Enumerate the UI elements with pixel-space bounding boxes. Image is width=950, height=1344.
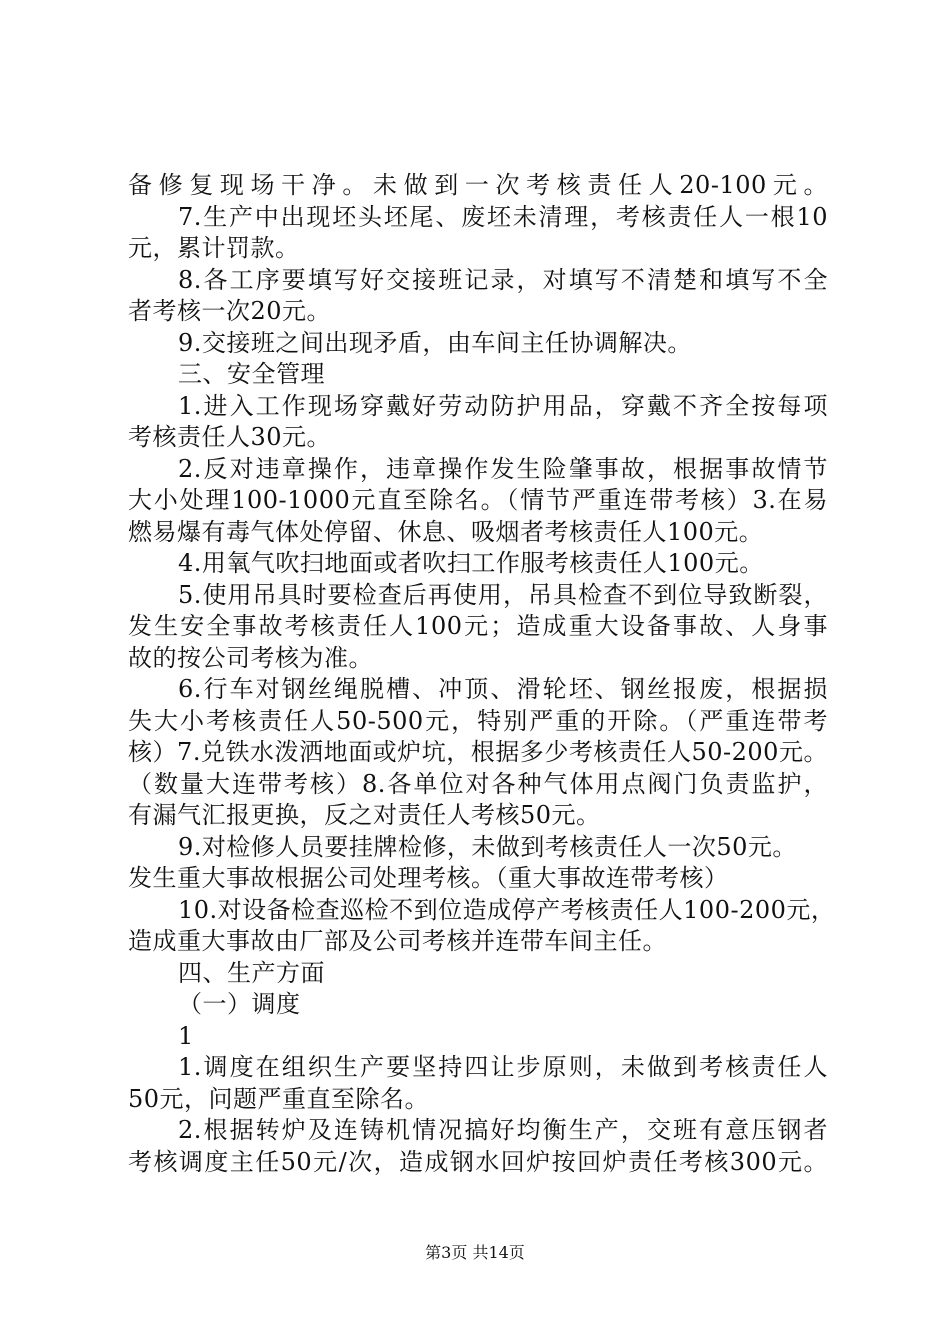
text-line: 燃易爆有毒气体处停留、休息、吸烟者考核责任人100元。 xyxy=(128,517,764,546)
text-line: （数量大连带考核）8.各单位对各种气体用点阀门负责监护， xyxy=(128,769,828,798)
text-line: 发生重大事故根据公司处理考核。（重大事故连带考核） xyxy=(128,864,729,892)
text-line: 备修复现场干净。未做到一次考核责任人20-100元。 xyxy=(128,171,828,199)
text-line: 2.反对违章操作，违章操作发生险肇事故，根据事故情节 xyxy=(178,454,828,483)
text-line: 者考核一次20元。 xyxy=(128,297,332,325)
text-line: 7.生产中出现坯头坯尾、废坯未清理，考核责任人一根10 xyxy=(178,202,828,231)
page-number-footer: 第3页 共14页 xyxy=(425,1243,525,1262)
text-line: 故的按公司考核为准。 xyxy=(128,643,373,672)
text-line: 元，累计罚款。 xyxy=(128,234,300,262)
text-line: 失大小考核责任人50-500元，特别严重的开除。（严重连带考 xyxy=(128,706,828,735)
text-line: 4.用氧气吹扫地面或者吹扫工作服考核责任人100元。 xyxy=(178,549,764,577)
section-heading: 三、安全管理 xyxy=(178,360,325,388)
text-line: 9.交接班之间出现矛盾，由车间主任协调解决。 xyxy=(178,328,692,357)
text-line: 50元，问题严重直至除名。 xyxy=(128,1084,430,1113)
text-line: 考核责任人30元。 xyxy=(128,423,332,451)
subsection-heading: （一）调度 xyxy=(178,990,301,1018)
text-line: 9.对检修人员要挂牌检修，未做到考核责任人一次50元。 xyxy=(178,832,797,861)
text-line: 发生安全事故考核责任人100元；造成重大设备事故、人身事 xyxy=(128,612,828,640)
text-line: 核）7.兑铁水泼洒地面或炉坑，根据多少考核责任人50-200元。 xyxy=(128,738,828,766)
text-line: 1 xyxy=(178,1021,194,1050)
text-line: 1.调度在组织生产要坚持四让步原则，未做到考核责任人 xyxy=(178,1053,828,1081)
text-line: 2.根据转炉及连铸机情况搞好均衡生产，交班有意压钢者 xyxy=(178,1116,828,1144)
section-heading: 四、生产方面 xyxy=(178,958,325,987)
text-line: 大小处理100-1000元直至除名。（情节严重连带考核）3.在易 xyxy=(128,486,828,514)
text-line: 6.行车对钢丝绳脱槽、冲顶、滑轮坯、钢丝报废，根据损 xyxy=(178,675,828,703)
text-line: 1.进入工作现场穿戴好劳动防护用品，穿戴不齐全按每项 xyxy=(178,391,828,420)
text-line: 5.使用吊具时要检查后再使用，吊具检查不到位导致断裂， xyxy=(178,580,828,609)
document-body xyxy=(128,170,836,1178)
text-line: 造成重大事故由厂部及公司考核并连带车间主任。 xyxy=(128,927,667,955)
text-line: 考核调度主任50元/次，造成钢水回炉按回炉责任考核300元。 xyxy=(128,1147,828,1176)
text-line: 10.对设备检查巡检不到位造成停产考核责任人100-200元， xyxy=(178,895,836,924)
text-line: 8.各工序要填写好交接班记录，对填写不清楚和填写不全 xyxy=(178,265,828,294)
text-line: 有漏气汇报更换，反之对责任人考核50元。 xyxy=(128,801,601,829)
